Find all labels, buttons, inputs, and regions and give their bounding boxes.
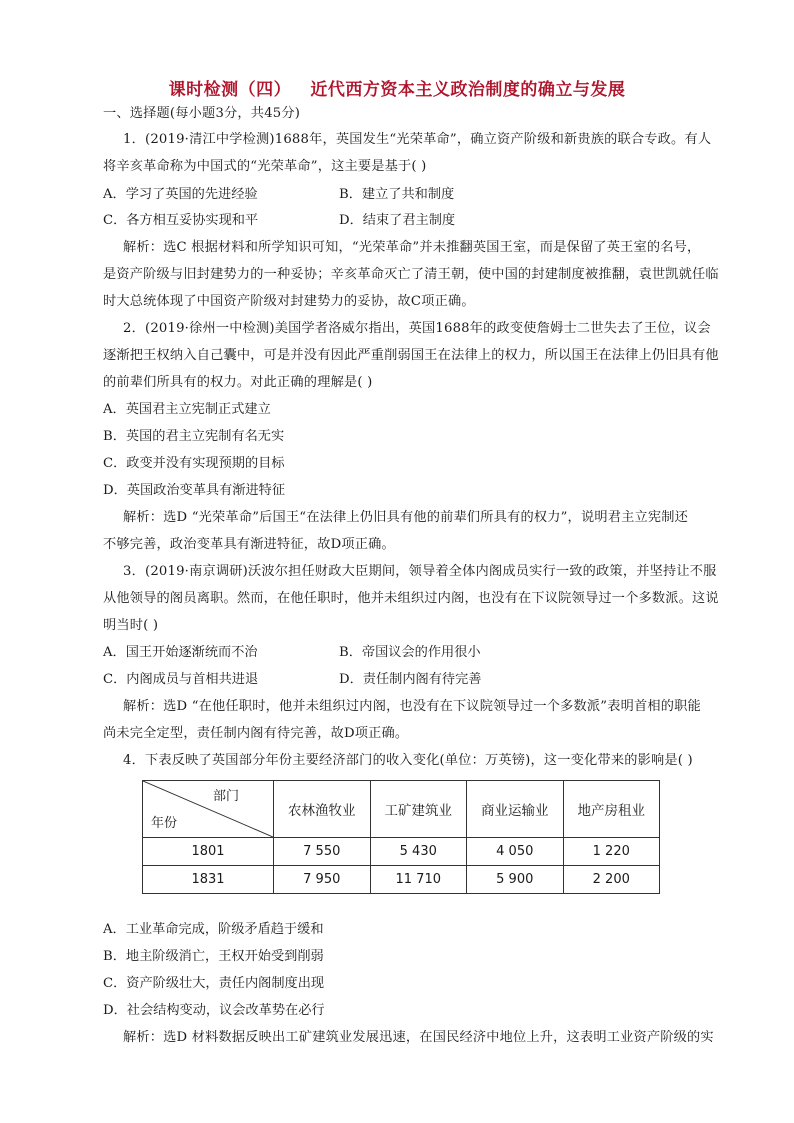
q2-explanation-line-1: 解析：选D “光荣革命”后国王“在法律上仍旧具有他的前辈们所具有的权力”，说明君主立宪制还 xyxy=(123,510,689,525)
q1-option-a: A．学习了英国的先进经验 xyxy=(103,187,258,202)
q3-stem-line-2: 从他领导的阁员离职。然而，在他任职时，他并未组织过内阁，也没有在下议院领导过一个多数派。这说 xyxy=(103,591,719,606)
q3-stem-line-1: 3．(2019·南京调研)沃波尔担任财政大臣期间，领导着全体内阁成员实行一致的政策，并坚持让不服 xyxy=(123,564,717,579)
table-row xyxy=(143,838,660,866)
q1-explanation-line-3: 时大总统体现了中国资产阶级对封建势力的妥协，故C项正确。 xyxy=(103,294,475,309)
q2-option-a: A．英国君主立宪制正式建立 xyxy=(103,402,271,417)
q1-option-c: C．各方相互妥协实现和平 xyxy=(103,213,259,228)
page-title: 课时检测（四） 近代西方资本主义政治制度的确立与发展 xyxy=(168,80,626,100)
q1-stem-line-1: 1．(2019·清江中学检测)1688年，英国发生“光荣革命”，确立资产阶级和新贵族的联合专政。有人 xyxy=(123,132,712,147)
q4-explanation-line-1: 解析：选D 材料数据反映出工矿建筑业发展迅速，在国民经济中地位上升，这表明工业资产阶级的实 xyxy=(123,1030,714,1045)
q4-option-a: A．工业革命完成，阶级矛盾趋于缓和 xyxy=(103,922,324,937)
table-cell: 4 050 xyxy=(467,838,564,866)
income-table xyxy=(142,780,660,894)
table-cell: 2 200 xyxy=(563,866,660,894)
q1-option-d: D．结束了君主制度 xyxy=(339,213,456,228)
q2-option-b: B．英国的君主立宪制有名无实 xyxy=(103,429,285,444)
table-cell: 5 900 xyxy=(467,866,564,894)
corner-label-department: 部门 xyxy=(212,789,239,804)
table-cell: 1831 xyxy=(143,866,274,894)
table-cell: 7 950 xyxy=(274,866,371,894)
table-cell: 1801 xyxy=(143,838,274,866)
column-header: 工矿建筑业 xyxy=(370,781,467,838)
q2-stem-line-3: 的前辈们所具有的权力。对此正确的理解是( ) xyxy=(103,375,373,390)
q2-stem-line-1: 2．(2019·徐州一中检测)美国学者洛威尔指出，英国1688年的政变使詹姆士二世失去了王位，议会 xyxy=(123,321,711,336)
table-cell: 1 220 xyxy=(563,838,660,866)
q3-option-d: D．责任制内阁有待完善 xyxy=(339,672,482,687)
q3-explanation-line-2: 尚未完全定型，责任制内阁有待完善，故D项正确。 xyxy=(103,726,409,741)
corner-label-year: 年份 xyxy=(151,816,178,831)
q3-stem-line-3: 明当时( ) xyxy=(103,618,159,633)
q1-stem-line-2: 将辛亥革命称为中国式的“光荣革命”，这主要是基于( ) xyxy=(103,159,427,174)
q1-explanation-line-2: 是资产阶级与旧封建势力的一种妥协；辛亥革命灭亡了清王朝，使中国的封建制度被推翻，袁世凯就任临 xyxy=(103,267,719,282)
q2-explanation-line-2: 不够完善，政治变革具有渐进特征，故D项正确。 xyxy=(103,537,395,552)
q2-option-d: D．英国政治变革具有渐进特征 xyxy=(103,483,286,498)
q4-stem-line-1: 4．下表反映了英国部分年份主要经济部门的收入变化(单位：万英镑)，这一变化带来的影响是( ) xyxy=(123,753,693,768)
q2-stem-line-2: 逐渐把王权纳入自己囊中，可是并没有因此严重削弱国王在法律上的权力，所以国王在法律上仍旧具有他 xyxy=(103,348,719,363)
column-header: 农林渔牧业 xyxy=(274,781,371,838)
table-cell: 7 550 xyxy=(274,838,371,866)
q3-option-b: B．帝国议会的作用很小 xyxy=(339,645,481,660)
q4-option-d: D．社会结构变动，议会改革势在必行 xyxy=(103,1003,325,1018)
q4-option-b: B．地主阶级消亡，王权开始受到削弱 xyxy=(103,949,324,964)
q3-option-a: A．国王开始逐渐统而不治 xyxy=(103,645,258,660)
q4-option-c: C．资产阶级壮大，责任内阁制度出现 xyxy=(103,976,325,991)
table-cell: 11 710 xyxy=(370,866,467,894)
table-cell: 5 430 xyxy=(370,838,467,866)
q3-option-c: C．内阁成员与首相共进退 xyxy=(103,672,259,687)
q1-explanation-line-1: 解析：选C 根据材料和所学知识可知，“光荣革命”并未推翻英国王室，而是保留了英王室的名号， xyxy=(123,240,701,255)
table-row xyxy=(143,866,660,894)
section-heading: 一、选择题(每小题3分，共45分) xyxy=(103,106,301,121)
q1-option-b: B．建立了共和制度 xyxy=(339,187,455,202)
column-header: 地产房租业 xyxy=(563,781,660,838)
column-header: 商业运输业 xyxy=(467,781,564,838)
q3-explanation-line-1: 解析：选D “在他任职时，他并未组织过内阁，也没有在下议院领导过一个多数派”表明首相的职能 xyxy=(123,699,701,714)
table-corner-cell xyxy=(143,781,274,838)
q2-option-c: C．政变并没有实现预期的目标 xyxy=(103,456,285,471)
table-header-row xyxy=(143,781,660,838)
